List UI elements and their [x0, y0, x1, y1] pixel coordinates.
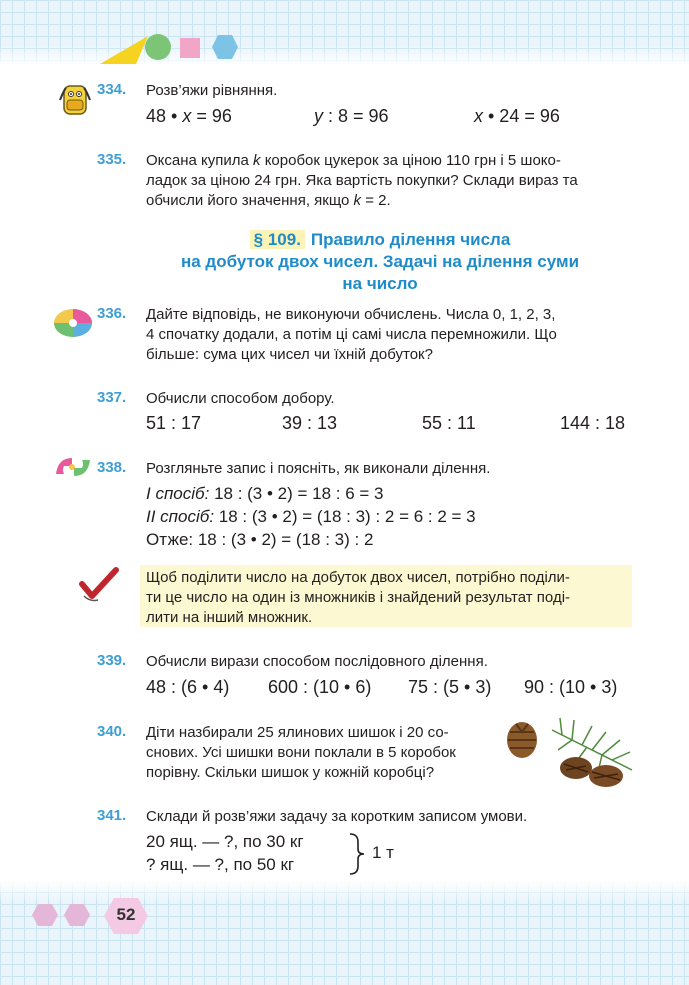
problem-335-number: 335. — [97, 151, 127, 168]
spruce-cone-icon — [507, 722, 537, 758]
total-weight: 1 т — [372, 843, 394, 862]
problem-340-text — [146, 723, 496, 783]
problem-339-text: Обчисли вирази способом послідовного ділення. — [146, 653, 488, 670]
equation-3: x • 24 = 96 — [474, 106, 560, 126]
expression-4: 144 : 18 — [560, 413, 626, 433]
section-title-line3: на число — [342, 274, 418, 293]
checkmark-rule-icon — [78, 566, 122, 606]
section-title-line2: на добуток двох чисел. Задачі на ділення суми — [180, 252, 580, 271]
problem-335-text — [146, 151, 632, 211]
rule-line3: лити на інший множник. — [146, 609, 313, 626]
problem-340-line1: Діти назбирали 25 ялинових шишок і 20 со- — [146, 724, 449, 741]
problem-335-line3: обчисли його значення, якщо k = 2. — [146, 192, 391, 209]
expression-4: 90 : (10 • 3) — [524, 677, 618, 697]
problem-341-text: Склади й розв’яжи задачу за коротким записом умови. — [146, 808, 528, 825]
problem-336-line2: 4 спочатку додали, а потім ці самі числа перемножили. Що — [146, 326, 557, 343]
hexagon-decor-icon — [32, 903, 58, 927]
problem-336-line3: більше: сума цих чисел чи їхній добуток? — [146, 346, 433, 363]
page-number: 52 — [116, 905, 136, 924]
problem-340-line3: порівну. Скільки шишок у кожній коробці? — [146, 764, 435, 781]
curly-brace-icon — [346, 832, 368, 876]
section-title-line1: Правило ділення числа — [310, 230, 511, 249]
problem-340-number: 340. — [97, 723, 127, 740]
problem-337-number: 337. — [97, 389, 127, 406]
short-note-row1: 20 ящ. — ?, по 30 кг — [146, 832, 304, 851]
equation-1: 48 • x = 96 — [146, 106, 232, 126]
expression-2: 39 : 13 — [282, 413, 338, 433]
method-1-label: I спосіб: — [146, 484, 210, 503]
method-1 — [146, 484, 384, 504]
triangle-shape-icon — [100, 36, 148, 64]
problem-338-text: Розгляньте запис і поясніть, як виконали ділення. — [146, 460, 491, 477]
rule-line2: ти це число на один із множників і знайдений результат поді- — [146, 589, 571, 606]
problem-335-line2: ладок за ціною 24 грн. Яка вартість покупки? Склади вираз та — [146, 172, 578, 189]
problem-336-line1: Дайте відповідь, не виконуючи обчислень. Числа 0, 1, 2, 3, — [146, 306, 556, 323]
problem-339-number: 339. — [97, 652, 127, 669]
problem-341-number: 341. — [97, 807, 127, 824]
backpack-icon — [56, 80, 96, 120]
expression-1: 51 : 17 — [146, 413, 202, 433]
problem-336-number: 336. — [97, 305, 127, 322]
equation-2: y : 8 = 96 — [314, 106, 389, 126]
section-number: § 109. — [250, 230, 305, 249]
short-note-row2: ? ящ. — ?, по 50 кг — [146, 855, 295, 874]
circle-shape-icon — [145, 34, 171, 60]
problem-337-text: Обчисли способом добору. — [146, 390, 335, 407]
pair-work-icon — [52, 452, 94, 482]
problem-336-text — [146, 305, 632, 365]
hexagon-shape-icon — [212, 35, 238, 59]
rule-box — [140, 565, 632, 627]
expression-3: 75 : (5 • 3) — [408, 677, 492, 697]
rule-line1: Щоб поділити число на добуток двох чисел, потрібно поділи- — [146, 569, 570, 586]
expression-2: 600 : (10 • 6) — [268, 677, 372, 697]
method-2-expression: 18 : (3 • 2) = (18 : 3) : 2 = 6 : 2 = 3 — [218, 507, 476, 526]
problem-335-line1: Оксана купила k коробок цукерок за ціною 110 грн і 5 шоко- — [146, 152, 561, 169]
puzzle-icon — [52, 306, 94, 340]
problem-334-number: 334. — [97, 81, 127, 98]
method-1-expression: 18 : (3 • 2) = 18 : 6 = 3 — [214, 484, 384, 503]
hexagon-decor-icon — [64, 903, 90, 927]
expression-1: 48 : (6 • 4) — [146, 677, 230, 697]
pine-cones-image — [502, 710, 634, 790]
expression-3: 55 : 11 — [422, 413, 476, 433]
problem-340-line2: снових. Усі шишки вони поклали в 5 коробок — [146, 744, 456, 761]
problem-334-text: Розв’яжи рівняння. — [146, 82, 278, 99]
section-heading — [100, 229, 660, 295]
method-2-label: II спосіб: — [146, 507, 215, 526]
problem-338-number: 338. — [97, 459, 127, 476]
header-shapes — [96, 30, 246, 66]
method-2 — [146, 507, 476, 527]
conclusion: Отже: 18 : (3 • 2) = (18 : 3) : 2 — [146, 530, 374, 549]
square-shape-icon — [180, 38, 200, 58]
